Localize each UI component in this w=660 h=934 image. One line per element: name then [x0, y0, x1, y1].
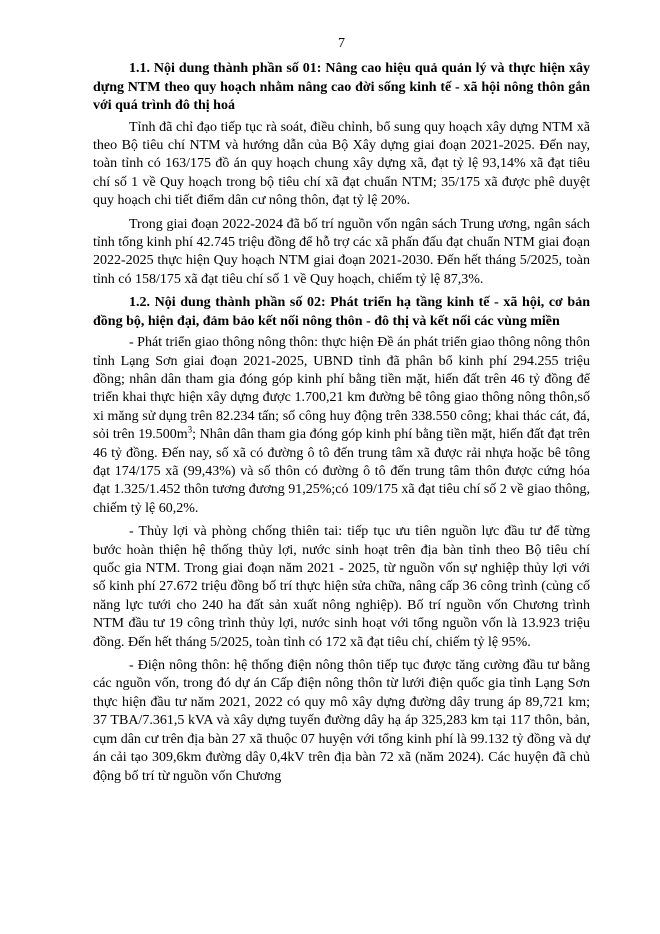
- rural-transport-text-a: - Phát triển giao thông nông thôn: thực hiện Đề án phát triển giao thông nông thôn tỉnh Lạng Sơn giai đoạn 2021-2025, UBND tỉnh đã phân bổ kinh phí 294.255 triệu đồng; nhân dân tham gia đóng góp kinh phí bằng tiền mặt, hiến đất trên 46 tỷ đồng để triển khai thực hiện xây dựng được 1.700,21 km đường bê tông giao thông nông thôn,số xi măng sử dụng trên 82.234 tấn; số công huy động trên 338.550 công; khai thác cát, đá, sỏi trên 19.500m: [93, 335, 590, 443]
- section-heading-1-1: [93, 60, 590, 116]
- page-content: [93, 60, 590, 791]
- rural-transport-paragraph: [93, 334, 590, 518]
- planning-review-paragraph: Tỉnh đã chỉ đạo tiếp tục rà soát, điều chỉnh, bổ sung quy hoạch xây dựng NTM xã theo Bộ tiêu chí NTM và hướng dẫn của Bộ Xây dựng giai đoạn 2021-2025. Đến nay, toàn tỉnh có 163/175 đồ án quy hoạch chung xây dựng xã, đạt tỷ lệ 93,14% xã đạt tiêu chí số 1 về Quy hoạch trong bộ tiêu chí xã đạt chuẩn NTM; 35/175 xã được phê duyệt quy hoạch chi tiết điểm dân cư nông thôn, đạt tỷ lệ 20%.: [93, 119, 590, 209]
- section-heading-1-2-text: Phát triển hạ tầng kinh tế - xã hội, cơ bản đồng bộ, hiện đại, đảm bảo kết nối nông thôn - đô thị và kết nối các vùng miền: [93, 295, 591, 329]
- planning-funding-paragraph: Trong giai đoạn 2022-2024 đã bố trí nguồn vốn ngân sách Trung ương, ngân sách tỉnh tổng kinh phí 42.745 triệu đồng để hỗ trợ các xã phấn đấu đạt chuẩn NTM giai đoạn 2022-2025 thực hiện Quy hoạch NTM giai đoạn 2021-2030. Đến hết tháng 5/2025, toàn tỉnh có 158/175 xã đạt tiêu chí số 1 về Quy hoạch, chiếm tỷ lệ 87,3%.: [93, 216, 590, 287]
- section-heading-1-1-text: Nâng cao hiệu quả quản lý và thực hiện xây dựng NTM theo quy hoạch nhằm nâng cao đời sống kinh tế - xã hội nông thôn gắn với quá trình đô thị hoá: [93, 61, 590, 113]
- rural-transport-text-b: ; Nhân dân tham gia đóng góp kinh phí bằng tiền mặt, hiến đất đạt trên 46 tỷ đồng. Đến nay, số xã có đường ô tô đến trung tâm xã được rải nhựa hoặc bê tông đạt 174/175 xã (99,43%) và số thôn có đường ô tô đến trung tâm thôn được cứng hóa đạt 1.325/1.452 thôn tương đương 91,25%;có 109/175 xã đạt tiêu chí số 2 về giao thông, chiếm tỷ lệ 60,2%.: [93, 427, 590, 516]
- section-heading-1-2: [93, 294, 590, 331]
- irrigation-paragraph: - Thủy lợi và phòng chống thiên tai: tiếp tục ưu tiên nguồn lực đầu tư để từng bước hoàn thiện hệ thống thủy lợi, nước sinh hoạt trên địa bàn tỉnh theo Bộ tiêu chí quốc gia NTM. Trong giai đoạn năm 2021 - 2025, từ nguồn vốn sự nghiệp thủy lợi với số kinh phí 27.672 triệu đồng bố trí thực hiện sửa chữa, nâng cấp 36 công trình (củng cố năng lực tưới cho 240 ha đất sản xuất nông nghiệp). Bố trí nguồn vốn Chương trình NTM đầu tư 19 công trình thủy lợi, nước sinh hoạt với tổng nguồn vốn là 13.923 triệu đồng. Đến hết tháng 5/2025, toàn tỉnh có 172 xã đạt tiêu chí, chiếm tỷ lệ 95%.: [93, 524, 590, 650]
- rural-electricity-paragraph: - Điện nông thôn: hệ thống điện nông thôn tiếp tục được tăng cường đầu tư bằng các nguồn vốn, trong đó dự án Cấp điện nông thôn từ lưới điện quốc gia tỉnh Lạng Sơn thực hiện đầu tư năm 2021, 2022 có quy mô xây dựng đường dây trung áp 89,721 km; 37 TBA/7.361,5 kVA và xây dựng tuyến đường dây hạ áp 325,283 km tại 117 thôn, bản, cụm dân cư trên địa bàn 27 xã thuộc 07 huyện với tổng kinh phí là 99.132 tỷ đồng và dự án cải tạo 309,6km đường dây 0,4kV trên địa bàn 72 xã (năm 2024). Các huyện đã chủ động bố trí từ nguồn vốn Chương: [93, 658, 590, 784]
- section-heading-1-1-number: 1.1. Nội dung thành phần số 01:: [129, 61, 322, 76]
- section-heading-1-2-number: 1.2. Nội dung thành phần số 02:: [129, 295, 326, 311]
- page-number: 7: [338, 36, 345, 51]
- cubic-superscript: 3: [187, 424, 193, 435]
